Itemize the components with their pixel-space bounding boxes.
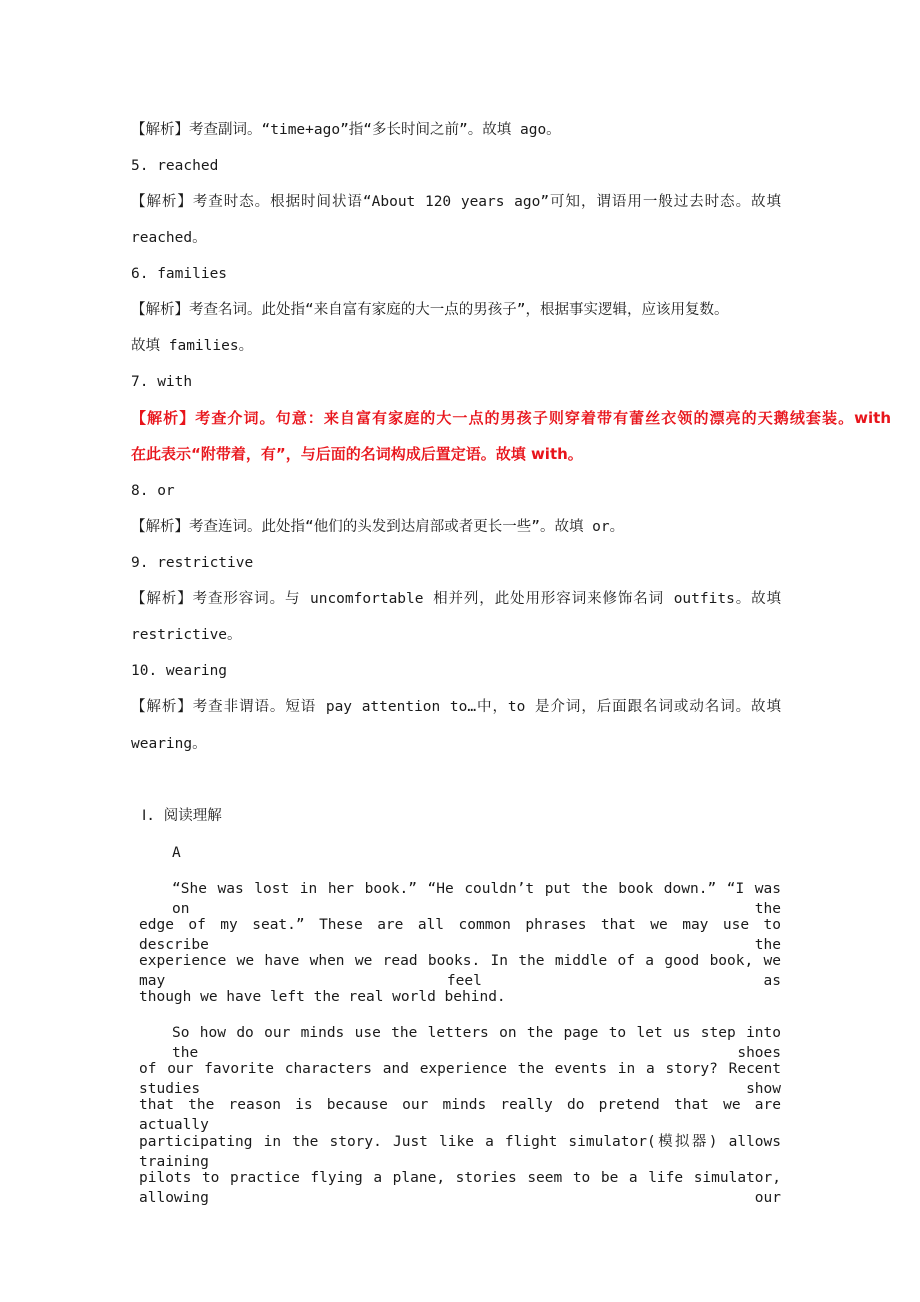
- passage-line: “She was lost in her book.” “He couldn’t put the book down.” “I was on the: [172, 881, 781, 917]
- answer-8: 8. or: [131, 483, 175, 499]
- section-title: Ⅰ. 阅读理解: [142, 808, 222, 824]
- explanation-7: 【解析】考查介词。句意：来自富有家庭的大一点的男孩子则穿着带有蕾丝衣领的漂亮的天鹅绒套装。with: [131, 409, 891, 427]
- explanation-10: 【解析】考查非谓语。短语 pay attention to…中，to 是介词，后面跟名词或动名词。故填: [131, 699, 781, 715]
- explanation-9: 【解析】考查形容词。与 uncomfortable 相并列，此处用形容词来修饰名词 outfits。故填: [131, 591, 781, 607]
- passage-line: that the reason is because our minds really do pretend that we are actually: [139, 1097, 781, 1133]
- passage-line: pilots to practice flying a plane, stories seem to be a life simulator, allowing our: [139, 1170, 781, 1206]
- explanation-6-cont: 故填 families。: [131, 338, 254, 354]
- passage-line: though we have left the real world behind.: [139, 989, 506, 1005]
- answer-9: 9. restrictive: [131, 555, 254, 571]
- passage-line: edge of my seat.” These are all common phrases that we may use to describe the: [139, 917, 781, 953]
- explanation-8: 【解析】考查连词。此处指“他们的头发到达肩部或者更长一些”。故填 or。: [131, 519, 625, 535]
- answer-6: 6. families: [131, 266, 228, 282]
- explanation-4: 【解析】考查副词。“time+ago”指“多长时间之前”。故填 ago。: [131, 122, 561, 138]
- explanation-6: 【解析】考查名词。此处指“来自富有家庭的大一点的男孩子”，根据事实逻辑，应该用复数。: [131, 302, 729, 318]
- passage-line: So how do our minds use the letters on the page to let us step into the shoes: [172, 1025, 781, 1061]
- explanation-5: 【解析】考查时态。根据时间状语“About 120 years ago”可知，谓语用一般过去时态。故填: [131, 194, 781, 210]
- answer-5: 5. reached: [131, 158, 219, 174]
- explanation-5-cont: reached。: [131, 230, 207, 246]
- passage-line: participating in the story. Just like a flight simulator(模拟器) allows training: [139, 1134, 781, 1170]
- explanation-9-cont: restrictive。: [131, 627, 242, 643]
- answer-7: 7. with: [131, 374, 193, 390]
- passage-label: A: [172, 845, 181, 861]
- passage-line: experience we have when we read books. In the middle of a good book, we may feel as: [139, 953, 781, 989]
- answer-10: 10. wearing: [131, 663, 228, 679]
- passage-line: of our favorite characters and experience the events in a story? Recent studies show: [139, 1061, 781, 1097]
- explanation-10-cont: wearing。: [131, 736, 207, 752]
- explanation-7-cont: 在此表示“附带着，有”，与后面的名词构成后置定语。故填 with。: [131, 445, 583, 463]
